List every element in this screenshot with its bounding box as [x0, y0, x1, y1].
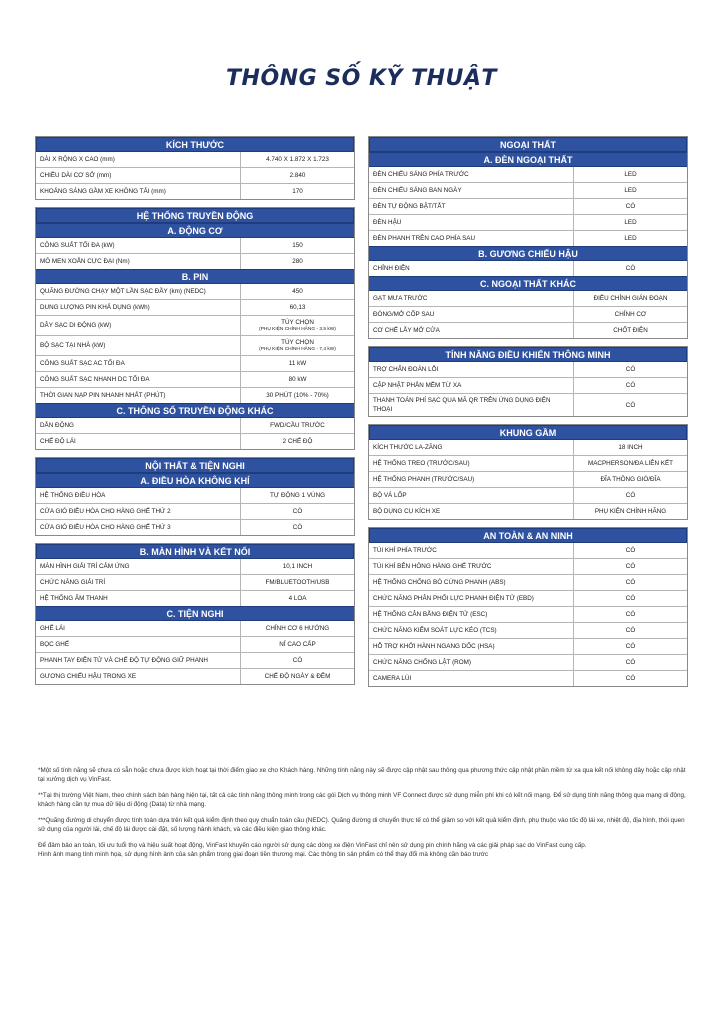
spec-label: HỆ THỐNG PHANH (TRƯỚC/SAU): [369, 472, 574, 487]
spec-label: ĐÈN HẬU: [369, 215, 574, 230]
spec-value-text: ĐIỀU CHỈNH GIÁN ĐOẠN: [593, 295, 668, 302]
spec-value-text: 150: [292, 242, 303, 249]
spec-value-text: CÓ: [625, 579, 636, 586]
spec-value: [241, 575, 354, 590]
page-title: THÔNG SỐ KỸ THUẬT: [226, 66, 497, 91]
spec-value-text: CÓ: [625, 203, 636, 210]
spec-value-text: LED: [624, 187, 637, 194]
table-row: [369, 654, 687, 670]
spec-label: CÔNG SUẤT SẠC AC TỐI ĐA: [36, 356, 241, 371]
spec-value: [574, 167, 687, 182]
spec-label: BỘ VÁ LỐP: [369, 488, 574, 503]
spec-label: THANH TOÁN PHÍ SẠC QUA MÃ QR TRÊN ỨNG DỤNG ĐIỆN THOẠI: [369, 394, 574, 416]
table-row: [369, 670, 687, 686]
spec-label: BỘ SẠC TẠI NHÀ (kW): [36, 336, 241, 355]
spec-value-text: CÓ: [625, 595, 636, 602]
spec-value-text: 30 PHÚT (10% - 70%): [266, 392, 329, 399]
spec-value: [574, 362, 687, 377]
spec-section: [368, 346, 688, 417]
spec-value: [241, 284, 354, 299]
spec-value-text: TÙY CHỌN: [281, 339, 314, 346]
spec-label: CHỨC NĂNG PHÂN PHỐI LỰC PHANH ĐIỆN TỬ (EBD): [369, 591, 574, 606]
table-row: [369, 638, 687, 654]
table-row: [36, 503, 354, 519]
spec-value-text: LED: [624, 171, 637, 178]
subsection-header: C. THÔNG SỐ TRUYỀN ĐỘNG KHÁC: [36, 403, 354, 418]
spec-value: [574, 504, 687, 519]
spec-label: CỬA GIÓ ĐIỀU HÒA CHO HÀNG GHẾ THỨ 3: [36, 520, 241, 535]
spec-section: [35, 543, 355, 685]
table-row: [36, 418, 354, 433]
spec-label: CHỈNH ĐIỆN: [369, 261, 574, 276]
table-row: [369, 590, 687, 606]
spec-label: HỆ THỐNG CÂN BẰNG ĐIỆN TỬ (ESC): [369, 607, 574, 622]
spec-value-note: (PHỤ KIỆN CHÍNH HÃNG - 3,5 kW): [259, 327, 336, 332]
table-row: [36, 183, 354, 199]
table-row: [36, 636, 354, 652]
subsection-header: B. GƯƠNG CHIẾU HẬU: [369, 246, 687, 261]
spec-label: TÚI KHÍ BÊN HÔNG HÀNG GHẾ TRƯỚC: [369, 559, 574, 574]
table-row: [36, 355, 354, 371]
spec-label: KÍCH THƯỚC LA-ZĂNG: [369, 440, 574, 455]
spec-value-text: CÓ: [625, 265, 636, 272]
section-header: NỘI THẤT & TIỆN NGHI: [36, 458, 354, 473]
spec-label: HỆ THỐNG TREO (TRƯỚC/SAU): [369, 456, 574, 471]
spec-value-text: CÓ: [292, 524, 303, 531]
spec-label: HỆ THỐNG ÂM THANH: [36, 591, 241, 606]
spec-value-text: 80 kW: [288, 376, 307, 383]
table-row: [36, 167, 354, 183]
table-row: [369, 182, 687, 198]
spec-value: [241, 168, 354, 183]
section-header: KHUNG GẦM: [369, 425, 687, 440]
spec-label: DÀI X RỘNG X CAO (mm): [36, 152, 241, 167]
section-header: KÍCH THƯỚC: [36, 137, 354, 152]
spec-section: [368, 136, 688, 339]
spec-value: [574, 623, 687, 638]
subsection-header: C. TIỆN NGHI: [36, 606, 354, 621]
spec-value-text: CÓ: [625, 547, 636, 554]
spec-value: [241, 238, 354, 253]
spec-label: GƯƠNG CHIẾU HẬU TRONG XE: [36, 669, 241, 684]
table-row: [36, 299, 354, 315]
right-column: [368, 136, 688, 694]
spec-label: THỜI GIAN NẠP PIN NHANH NHẤT (PHÚT): [36, 388, 241, 403]
table-row: [369, 230, 687, 246]
spec-label: TÚI KHÍ PHÍA TRƯỚC: [369, 543, 574, 558]
footnote: **Tại thị trường Việt Nam, theo chính sách bán hàng hiện tại, tất cả các tính năng thông minh trong các gói Dịch vụ thông minh VF Connect được sử dụng miễn phí khi có kết nối mạng. Để sử dụng tính năng thông qua mạng di động, khách hàng cần tự mua dữ liệu di động (Data) từ nhà mạng.: [38, 792, 686, 808]
spec-value: [241, 254, 354, 269]
spec-value: [241, 559, 354, 574]
spec-value: [241, 669, 354, 684]
spec-value-text: ĐĨA THÔNG GIÓ/ĐĨA: [600, 476, 661, 483]
spec-label: CÔNG SUẤT TỐI ĐA (kW): [36, 238, 241, 253]
subsection-header: A. ĐIỀU HÒA KHÔNG KHÍ: [36, 473, 354, 488]
spec-value: [241, 653, 354, 668]
footnote: Hình ảnh mang tính minh họa, sử dụng hình ảnh của sản phẩm trong giai đoạn tiền thương mại. Các thông tin sản phẩm có thể thay đổi mà không cần báo trước: [38, 851, 489, 858]
spec-label: GẠT MƯA TRƯỚC: [369, 291, 574, 306]
table-row: [36, 238, 354, 253]
spec-value-text: CÓ: [625, 675, 636, 682]
table-row: [369, 471, 687, 487]
spec-value-text: 450: [292, 288, 303, 295]
table-row: [369, 306, 687, 322]
spec-value: [241, 520, 354, 535]
spec-value-text: 11 kW: [288, 360, 307, 367]
table-row: [369, 503, 687, 519]
spec-value: [241, 434, 354, 449]
spec-label: CHỨC NĂNG KIỂM SOÁT LỰC KÉO (TCS): [369, 623, 574, 638]
spec-value: [574, 559, 687, 574]
spec-value-text: CÓ: [625, 492, 636, 499]
spec-value: [241, 152, 354, 167]
spec-value-text: FM/BLUETOOTH/USB: [265, 579, 330, 586]
spec-label: KHOẢNG SÁNG GẦM XE KHÔNG TẢI (mm): [36, 184, 241, 199]
spec-label: ĐÈN TỰ ĐỘNG BẬT/TẮT: [369, 199, 574, 214]
spec-value-text: LED: [624, 235, 637, 242]
spec-value-text: CÓ: [292, 508, 303, 515]
spec-value: [241, 637, 354, 652]
spec-label: ĐÈN CHIẾU SÁNG PHÍA TRƯỚC: [369, 167, 574, 182]
spec-value: [241, 488, 354, 503]
table-row: [36, 652, 354, 668]
table-row: [36, 387, 354, 403]
table-row: [369, 362, 687, 377]
spec-label: DUNG LƯỢNG PIN KHẢ DỤNG (kWh): [36, 300, 241, 315]
spec-section: [35, 457, 355, 536]
spec-value-note: (PHỤ KIỆN CHÍNH HÃNG - 7,4 kW): [259, 347, 336, 352]
spec-label: ĐÈN CHIẾU SÁNG BAN NGÀY: [369, 183, 574, 198]
table-row: [36, 488, 354, 503]
spec-value: [574, 183, 687, 198]
footnote: *Một số tính năng sẽ chưa có sẵn hoặc chưa được kích hoạt tại thời điểm giao xe cho Khách hàng. Những tính năng này sẽ được cập nhật sau thông qua phương thức cập nhật phần mềm từ xa qua kết nối không dây hoặc cập nhật tại xưởng dịch vụ VinFast.: [38, 767, 686, 783]
footnote: ***Quãng đường di chuyển được tính toán dựa trên kết quả kiểm định theo quy chuẩn toàn cầu (NEDC). Quãng đường di chuyển thực tế có thể giảm so với kết quả kiểm định, phụ thuộc vào tốc độ lái xe, nhiệt độ, địa hình, thói quen sử dụng của người lái, chế độ lái được cài đặt, số lượng hành khách, và các điều kiện giao thông khác.: [38, 817, 685, 833]
spec-value-text: NỈ CAO CẤP: [279, 641, 316, 648]
spec-value: [241, 621, 354, 636]
spec-section: [368, 527, 688, 687]
spec-value-text: 4.740 X 1.872 X 1.723: [266, 156, 329, 163]
spec-label: DẪN ĐỘNG: [36, 418, 241, 433]
spec-value-text: CHỐT ĐIỆN: [613, 327, 648, 334]
table-row: [36, 284, 354, 299]
spec-label: HỖ TRỢ KHỞI HÀNH NGANG DỐC (HSA): [369, 639, 574, 654]
subsection-header: A. ĐÈN NGOẠI THẤT: [369, 152, 687, 167]
spec-value: [241, 336, 354, 355]
table-row: [369, 543, 687, 558]
table-row: [36, 315, 354, 335]
table-row: [36, 152, 354, 167]
spec-label: CHẾ ĐỘ LÁI: [36, 434, 241, 449]
spec-label: ĐÈN PHANH TRÊN CAO PHÍA SAU: [369, 231, 574, 246]
spec-value: [574, 378, 687, 393]
spec-label: BỘ DỤNG CỤ KÍCH XE: [369, 504, 574, 519]
table-row: [36, 519, 354, 535]
spec-value: [574, 639, 687, 654]
table-row: [369, 440, 687, 455]
spec-value: [574, 607, 687, 622]
spec-value: [241, 300, 354, 315]
spec-value: [574, 323, 687, 338]
spec-value-text: CHỈNH CƠ: [614, 311, 647, 318]
table-row: [369, 377, 687, 393]
footnotes: [38, 766, 686, 859]
table-row: [369, 214, 687, 230]
table-row: [36, 559, 354, 574]
spec-value-text: CÓ: [625, 611, 636, 618]
spec-value: [574, 307, 687, 322]
spec-label: MÔ MEN XOẮN CỰC ĐẠI (Nm): [36, 254, 241, 269]
spec-value-text: CHẾ ĐỘ NGÀY & ĐÊM: [264, 673, 331, 680]
subsection-header: C. NGOẠI THẤT KHÁC: [369, 276, 687, 291]
spec-label: CẬP NHẬT PHẦN MỀM TỪ XA: [369, 378, 574, 393]
table-row: [36, 621, 354, 636]
spec-value: [574, 575, 687, 590]
spec-value: [574, 543, 687, 558]
left-column: [35, 136, 355, 692]
spec-value: [574, 215, 687, 230]
spec-value-text: CÓ: [625, 366, 636, 373]
spec-value-text: CÓ: [625, 563, 636, 570]
spec-label: CỬA GIÓ ĐIỀU HÒA CHO HÀNG GHẾ THỨ 2: [36, 504, 241, 519]
footnote: Để đảm bảo an toàn, tối ưu tuổi thọ và hiệu suất hoạt động, VinFast khuyến cáo người sử dụng các dòng xe điện VinFast chỉ nên sử dụng pin chính hãng và các giải pháp sạc do VinFast cung cấp.: [38, 842, 587, 849]
spec-value-text: 2 CHẾ ĐỘ: [282, 438, 313, 445]
table-row: [369, 455, 687, 471]
spec-value: [241, 184, 354, 199]
table-row: [369, 606, 687, 622]
spec-value-text: CÓ: [625, 382, 636, 389]
spec-value-text: CÓ: [625, 659, 636, 666]
table-row: [369, 322, 687, 338]
spec-value-text: LED: [624, 219, 637, 226]
spec-label: CÔNG SUẤT SẠC NHANH DC TỐI ĐA: [36, 372, 241, 387]
table-row: [369, 574, 687, 590]
table-row: [36, 253, 354, 269]
spec-value: [574, 291, 687, 306]
section-header: AN TOÀN & AN NINH: [369, 528, 687, 543]
table-row: [369, 393, 687, 416]
spec-label: MÀN HÌNH GIẢI TRÍ CẢM ỨNG: [36, 559, 241, 574]
spec-value: [241, 504, 354, 519]
table-row: [36, 590, 354, 606]
spec-value-text: FWD/CẦU TRƯỚC: [270, 422, 325, 429]
section-header: B. MÀN HÌNH VÀ KẾT NỐI: [36, 544, 354, 559]
spec-label: GHẾ LÁI: [36, 621, 241, 636]
spec-label: HỆ THỐNG ĐIỀU HÒA: [36, 488, 241, 503]
table-row: [369, 198, 687, 214]
spec-label: CHỨC NĂNG CHỐNG LẬT (ROM): [369, 655, 574, 670]
spec-value: [574, 394, 687, 416]
spec-section: [35, 207, 355, 450]
spec-label: CHIỀU DÀI CƠ SỞ (mm): [36, 168, 241, 183]
table-row: [369, 622, 687, 638]
spec-value-text: 60,13: [289, 304, 306, 311]
spec-label: BỌC GHẾ: [36, 637, 241, 652]
spec-value: [241, 418, 354, 433]
table-row: [369, 167, 687, 182]
spec-value-text: 280: [292, 258, 303, 265]
spec-value: [241, 316, 354, 335]
spec-value: [574, 440, 687, 455]
spec-value: [574, 671, 687, 686]
spec-value-text: CÓ: [292, 657, 303, 664]
spec-label: QUÃNG ĐƯỜNG CHẠY MỘT LẦN SẠC ĐẦY (km) (NEDC): [36, 284, 241, 299]
table-row: [36, 668, 354, 684]
table-row: [369, 291, 687, 306]
spec-label: TRỢ CHẨN ĐOÁN LỖI: [369, 362, 574, 377]
spec-value: [574, 591, 687, 606]
spec-label: PHANH TAY ĐIỆN TỬ VÀ CHẾ ĐỘ TỰ ĐỘNG GIỮ PHANH: [36, 653, 241, 668]
table-row: [369, 487, 687, 503]
spec-value-text: 4 LOA: [288, 595, 307, 602]
spec-value-text: 2.840: [289, 172, 306, 179]
table-row: [36, 335, 354, 355]
spec-value: [241, 388, 354, 403]
section-header: HỆ THỐNG TRUYỀN ĐỘNG: [36, 208, 354, 223]
spec-value-text: CÓ: [625, 643, 636, 650]
subsection-header: A. ĐỘNG CƠ: [36, 223, 354, 238]
spec-value-text: 18 INCH: [618, 444, 643, 451]
spec-value-text: CÓ: [625, 627, 636, 634]
table-row: [369, 261, 687, 276]
spec-value: [241, 591, 354, 606]
table-row: [36, 433, 354, 449]
table-row: [369, 558, 687, 574]
spec-label: HỆ THỐNG CHỐNG BÓ CỨNG PHANH (ABS): [369, 575, 574, 590]
spec-value-text: 170: [292, 188, 303, 195]
spec-label: DÂY SẠC DI ĐỘNG (kW): [36, 316, 241, 335]
spec-label: CƠ CHẾ LẪY MỞ CỬA: [369, 323, 574, 338]
spec-value: [574, 261, 687, 276]
spec-value-text: CÓ: [625, 401, 636, 409]
table-row: [36, 371, 354, 387]
spec-value-text: CHỈNH CƠ 6 HƯỚNG: [265, 625, 330, 632]
spec-value-text: MACPHERSON/ĐA LIÊN KẾT: [587, 460, 674, 467]
spec-label: CHỨC NĂNG GIẢI TRÍ: [36, 575, 241, 590]
section-header: NGOẠI THẤT: [369, 137, 687, 152]
spec-label: ĐÓNG/MỞ CỐP SAU: [369, 307, 574, 322]
spec-value-text: 10,1 INCH: [282, 563, 313, 570]
spec-value: [241, 356, 354, 371]
spec-value: [574, 199, 687, 214]
spec-section: [368, 424, 688, 520]
spec-value-text: TỰ ĐỘNG 1 VÙNG: [269, 492, 326, 499]
spec-value: [574, 456, 687, 471]
spec-value: [241, 372, 354, 387]
spec-value-text: TÙY CHỌN: [281, 319, 314, 326]
spec-value: [574, 655, 687, 670]
subsection-header: B. PIN: [36, 269, 354, 284]
section-header: TÍNH NĂNG ĐIỀU KHIỂN THÔNG MINH: [369, 347, 687, 362]
table-row: [36, 574, 354, 590]
spec-value: [574, 488, 687, 503]
spec-value-text: PHỤ KIỆN CHÍNH HÃNG: [594, 508, 667, 515]
spec-value: [574, 472, 687, 487]
spec-section: [35, 136, 355, 200]
spec-label: CAMERA LÙI: [369, 671, 574, 686]
spec-value: [574, 231, 687, 246]
